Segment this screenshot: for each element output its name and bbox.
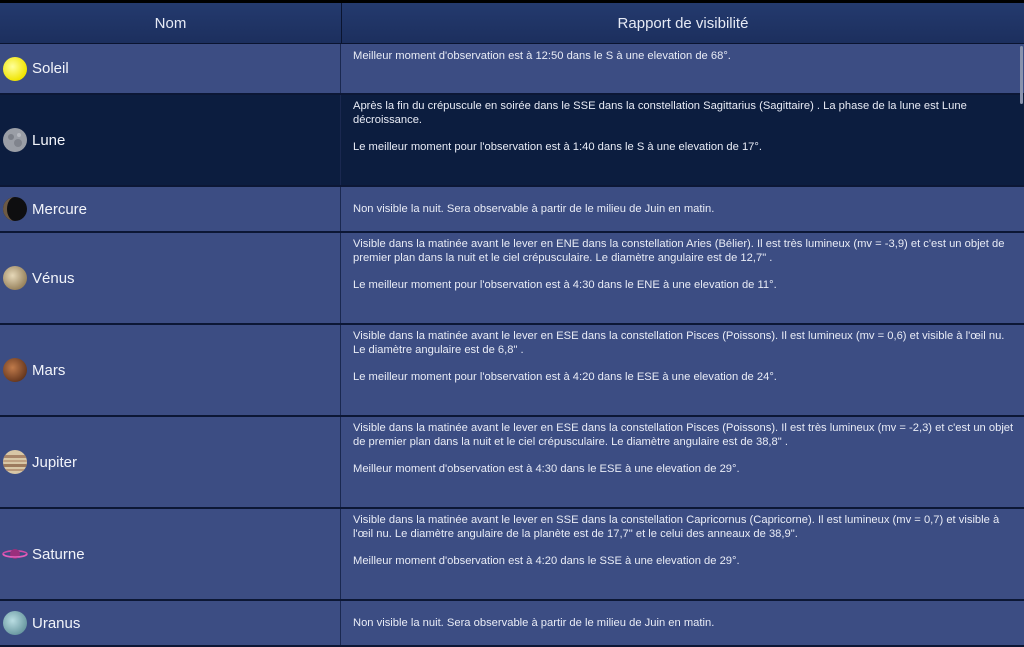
name-cell [0,417,341,507]
moon-icon [2,127,28,153]
planet-name: Saturne [32,545,85,563]
report-line: Le meilleur moment pour l'observation est à 1:40 dans le S à une elevation de 17°. [353,141,762,153]
mars-icon [2,357,28,383]
name-cell [0,233,341,323]
report-line: Le meilleur moment pour l'observation est à 4:20 dans le ESE à une elevation de 24°. [353,371,777,383]
name-cell [0,187,341,231]
report-cell [341,601,1024,645]
planet-name: Uranus [32,614,81,632]
report-line: Meilleur moment d'observation est à 4:20 dans le SSE à une elevation de 29°. [353,555,740,567]
jupiter-icon [2,449,28,475]
planet-name: Mercure [32,200,88,218]
report-cell [341,95,1024,185]
column-header-report[interactable]: Rapport de visibilité [617,14,749,32]
visibility-table [0,3,1024,647]
name-cell [0,95,341,185]
planet-name: Soleil [32,60,69,77]
sun-icon [2,56,28,82]
name-cell [0,44,341,93]
planet-name: Vénus [32,269,75,287]
report-line: Non visible la nuit. Sera observable à partir de le milieu de Juin en matin. [353,617,715,629]
report-cell [341,187,1024,231]
report-line: Visible dans la matinée avant le lever en ESE dans la constellation Pisces (Poissons). Il est très lumineux (mv = -2,3) et c'est un objet de premier plan dans la nuit et le ciel crépusculaire. Le diamètre angulaire est de 38,8" . [353,422,1014,448]
column-header-name[interactable]: Nom [0,3,342,43]
table-row-lune[interactable] [0,95,1024,187]
table-row-mars[interactable] [0,325,1024,417]
planet-name: Jupiter [32,453,78,471]
planet-name: Lune [32,131,66,149]
table-header [0,3,1024,44]
report-cell [341,233,1024,323]
name-cell [0,325,341,415]
uranus-icon [2,610,28,636]
report-cell [341,44,1024,93]
table-row-soleil[interactable] [0,44,1024,95]
name-cell [0,601,341,645]
planet-name: Mars [32,361,66,379]
table-row-uranus[interactable] [0,601,1024,647]
table-row-saturne[interactable] [0,509,1024,601]
report-cell [341,509,1024,599]
name-cell [0,509,341,599]
mercury-icon [2,196,28,222]
report-line: Visible dans la matinée avant le lever en ENE dans la constellation Aries (Bélier). Il est très lumineux (mv = -3,9) et c'est un objet de premier plan dans la nuit et le ciel crépusculaire. Le diamètre angulaire est de 12,7" . [353,238,1005,264]
report-line: Meilleur moment d'observation est à 12:50 dans le S à une elevation de 68°. [353,50,731,62]
report-cell [341,325,1024,415]
report-line: Visible dans la matinée avant le lever en SSE dans la constellation Capricornus (Capricorne). Il est lumineux (mv = 0,7) et visible à l'œil nu. Le diamètre angulaire de la planète est de 17,7" et le celui des anneaux de 38,9". [353,514,1000,540]
table-row-venus[interactable] [0,233,1024,325]
venus-icon [2,265,28,291]
table-row-mercure[interactable] [0,187,1024,233]
report-line: Visible dans la matinée avant le lever en ESE dans la constellation Pisces (Poissons). Il est lumineux (mv = 0,6) et visible à l'œil nu. Le diamètre angulaire est de 6,8" . [353,330,1005,356]
report-line: Non visible la nuit. Sera observable à partir de le milieu de Juin en matin. [353,203,715,215]
report-line: Meilleur moment d'observation est à 4:30 dans le ESE à une elevation de 29°. [353,463,740,475]
report-cell [341,417,1024,507]
report-line: Après la fin du crépuscule en soirée dans le SSE dans la constellation Sagittarius (Sagittaire) . La phase de la lune est Lune décroissance. [353,100,967,126]
report-line: Le meilleur moment pour l'observation est à 4:30 dans le ENE à une elevation de 11°. [353,279,777,291]
saturn-icon [2,541,28,567]
table-row-jupiter[interactable] [0,417,1024,509]
scrollbar[interactable] [1020,46,1023,104]
